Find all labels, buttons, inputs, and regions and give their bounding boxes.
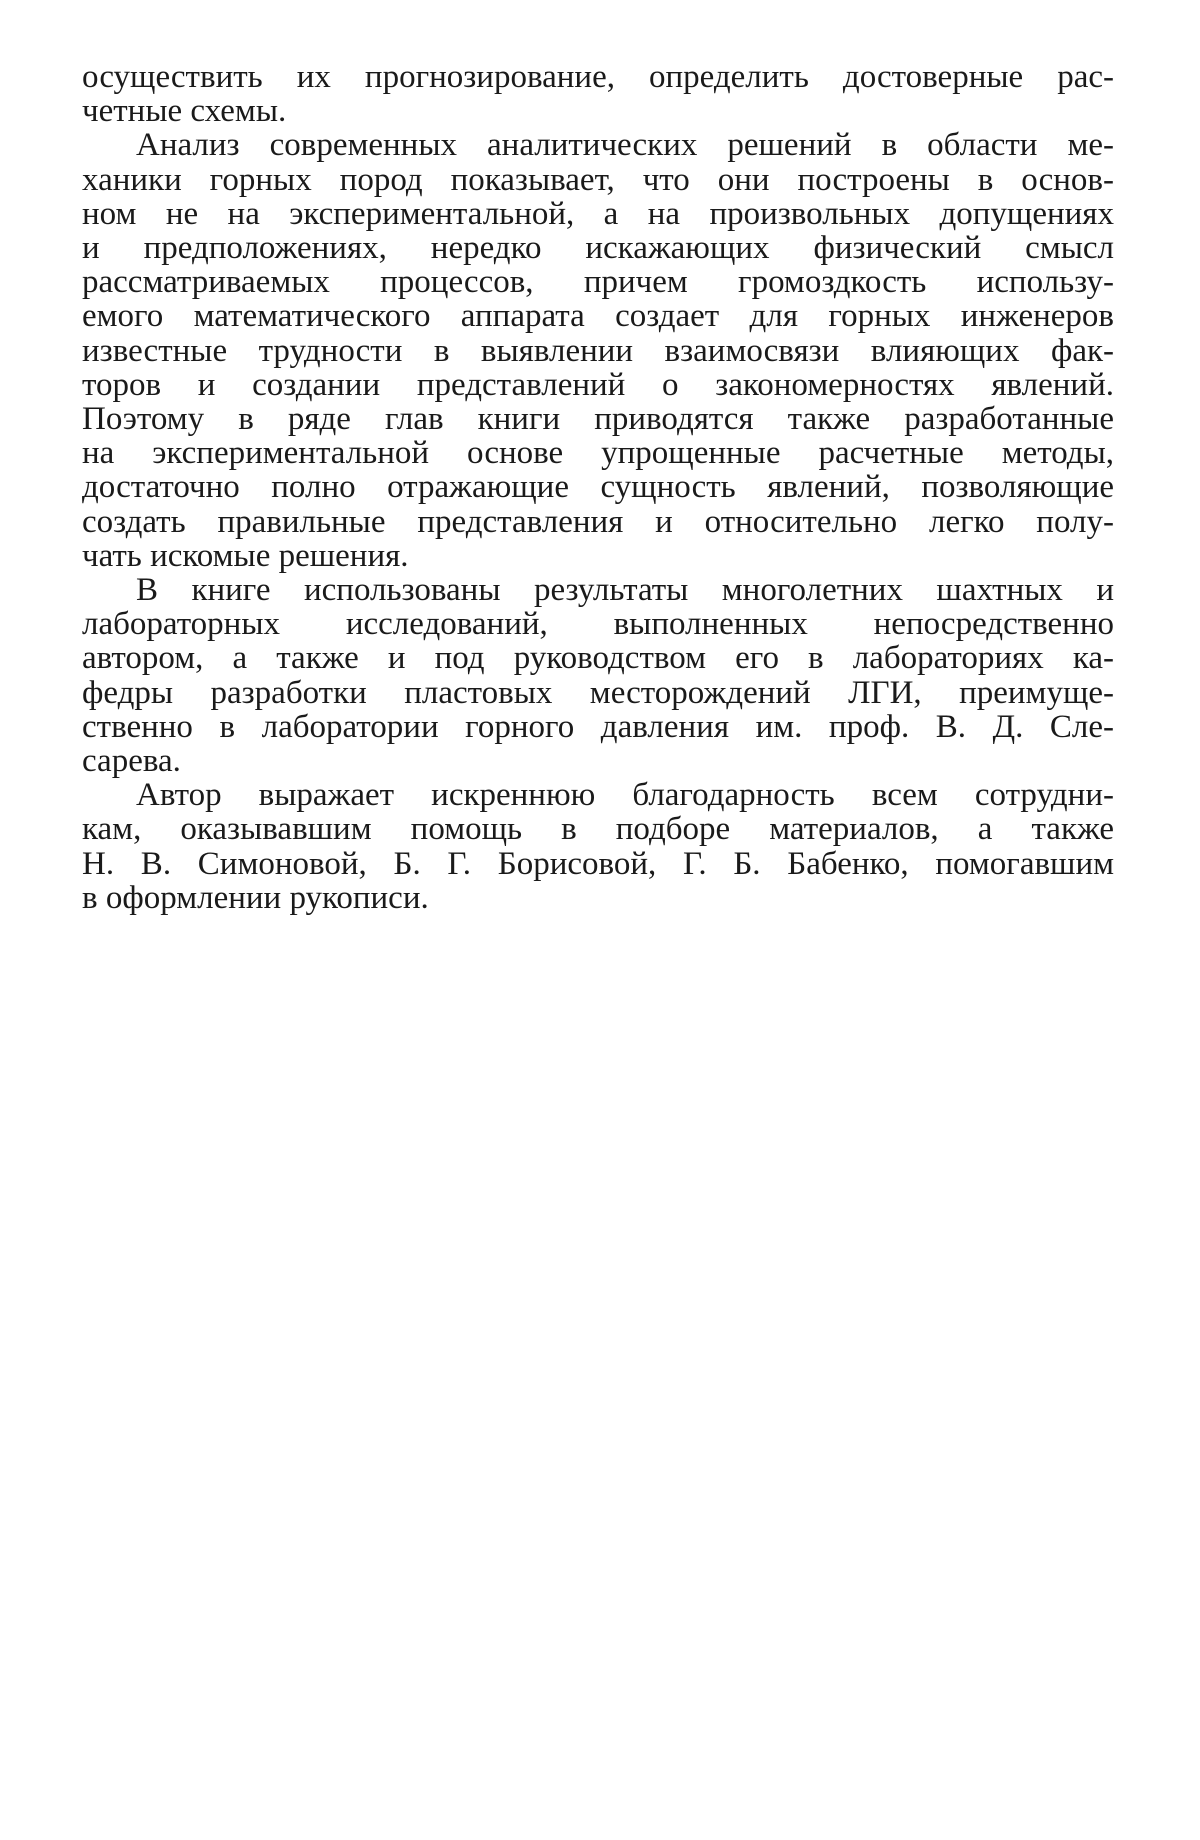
text-line: автором, а также и под руководством его в лабораториях ка- bbox=[82, 640, 1114, 677]
paragraph-4 bbox=[82, 778, 1114, 915]
text-line: федры разработки пластовых месторождений ЛГИ, преимуще- bbox=[82, 674, 1114, 711]
text-line: торов и создании представлений о закономерностях явлений. bbox=[82, 366, 1114, 403]
text-line: на экспериментальной основе упрощенные расчетные методы, bbox=[82, 435, 1114, 472]
text-line: чать искомые решения. bbox=[82, 537, 409, 574]
text-line: и предположениях, нередко искажающих физический смысл bbox=[82, 230, 1114, 267]
text-line: создать правильные представления и относительно легко полу- bbox=[82, 503, 1114, 540]
text-line: лабораторных исследований, выполненных непосредственно bbox=[82, 606, 1114, 643]
text-line: кам, оказывавшим помощь в подборе материалов, а также bbox=[82, 811, 1114, 848]
text-line: Н. В. Симоновой, Б. Г. Борисовой, Г. Б. Бабенко, помогавшим bbox=[82, 845, 1114, 882]
text-line: известные трудности в выявлении взаимосвязи влияющих фак- bbox=[82, 332, 1114, 369]
text-line: Анализ современных аналитических решений в области ме- bbox=[136, 127, 1114, 164]
text-line: осуществить их прогнозирование, определить достоверные рас- bbox=[82, 59, 1114, 95]
text-line: сарева. bbox=[82, 743, 181, 780]
text-line: ном не на экспериментальной, а на произвольных допущениях bbox=[82, 195, 1114, 232]
text-line: ханики горных пород показывает, что они построены в основ- bbox=[82, 161, 1114, 198]
text-line: В книге использованы результаты многолетних шахтных и bbox=[136, 572, 1114, 609]
text-line: четные схемы. bbox=[82, 93, 287, 130]
text-line: ственно в лаборатории горного давления им. проф. В. Д. Сле- bbox=[82, 708, 1114, 745]
paragraph-2 bbox=[82, 128, 1114, 573]
document-page bbox=[82, 60, 1114, 915]
paragraph-3 bbox=[82, 573, 1114, 778]
text-line: емого математического аппарата создает для горных инженеров bbox=[82, 298, 1114, 335]
text-line: Автор выражает искреннюю благодарность всем сотрудни- bbox=[136, 777, 1114, 814]
text-line: рассматриваемых процессов, причем громоздкость использу- bbox=[82, 264, 1114, 301]
text-line: достаточно полно отражающие сущность явлений, позволяющие bbox=[82, 469, 1114, 506]
text-line: в оформлении рукописи. bbox=[82, 879, 429, 916]
paragraph-1 bbox=[82, 60, 1114, 128]
text-line: Поэтому в ряде глав книги приводятся также разработанные bbox=[82, 401, 1114, 438]
